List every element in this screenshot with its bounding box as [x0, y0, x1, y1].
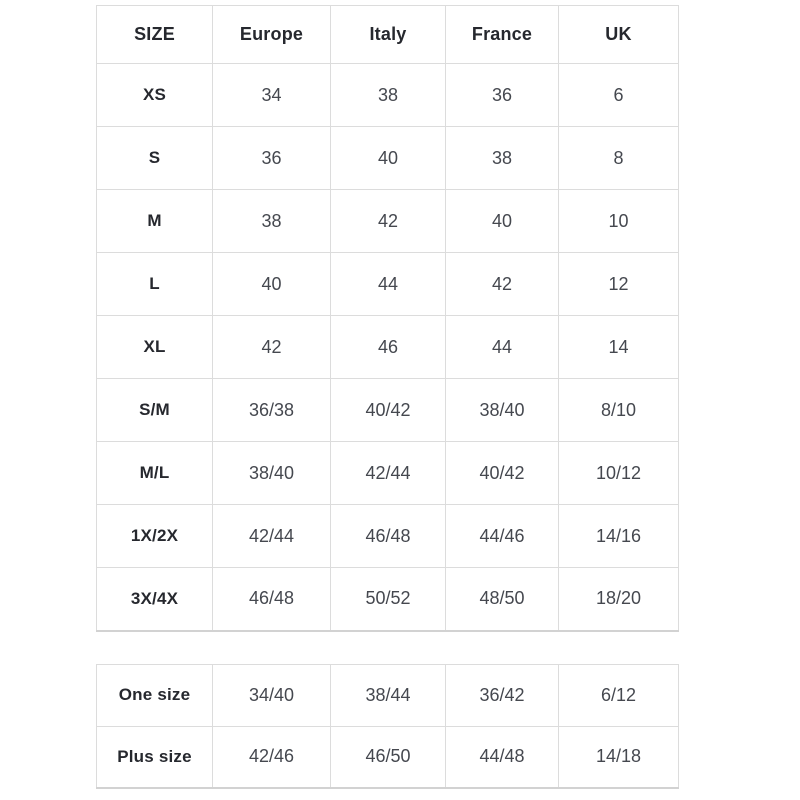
size-cell: 40 [446, 190, 559, 253]
row-label: XL [97, 316, 213, 379]
size-cell: 18/20 [559, 568, 679, 631]
size-cell: 36 [446, 64, 559, 127]
size-cell: 36 [213, 127, 331, 190]
size-cell: 36/42 [446, 664, 559, 726]
column-header-italy: Italy [331, 6, 446, 64]
column-header-europe: Europe [213, 6, 331, 64]
special-sizes-table [96, 664, 679, 790]
row-label: 3X/4X [97, 568, 213, 631]
table-header-row [97, 6, 679, 64]
table-row-plus-size [97, 726, 679, 788]
column-header-size: SIZE [97, 6, 213, 64]
table-row-xl [97, 316, 679, 379]
size-cell: 6 [559, 64, 679, 127]
size-cell: 14/16 [559, 505, 679, 568]
size-cell: 38/40 [213, 442, 331, 505]
size-cell: 38 [331, 64, 446, 127]
row-label: One size [97, 664, 213, 726]
size-cell: 40/42 [331, 379, 446, 442]
size-cell: 34/40 [213, 664, 331, 726]
size-cell: 40/42 [446, 442, 559, 505]
row-label: S [97, 127, 213, 190]
row-label: S/M [97, 379, 213, 442]
table-row-xs [97, 64, 679, 127]
size-cell: 50/52 [331, 568, 446, 631]
column-header-uk: UK [559, 6, 679, 64]
table-row-sm [97, 379, 679, 442]
size-cell: 48/50 [446, 568, 559, 631]
size-cell: 44/48 [446, 726, 559, 788]
size-cell: 42/46 [213, 726, 331, 788]
size-cell: 46/48 [213, 568, 331, 631]
size-cell: 46/50 [331, 726, 446, 788]
size-cell: 44 [446, 316, 559, 379]
size-cell: 8/10 [559, 379, 679, 442]
row-label: M/L [97, 442, 213, 505]
size-cell: 46/48 [331, 505, 446, 568]
table-row-one-size [97, 664, 679, 726]
size-cell: 42/44 [331, 442, 446, 505]
size-cell: 14 [559, 316, 679, 379]
size-cell: 34 [213, 64, 331, 127]
size-cell: 46 [331, 316, 446, 379]
table-row-ml [97, 442, 679, 505]
column-header-france: France [446, 6, 559, 64]
size-cell: 38/40 [446, 379, 559, 442]
size-cell: 40 [213, 253, 331, 316]
size-cell: 42 [446, 253, 559, 316]
size-cell: 12 [559, 253, 679, 316]
size-cell: 10/12 [559, 442, 679, 505]
table-row-m [97, 190, 679, 253]
size-cell: 42 [213, 316, 331, 379]
table-row-s [97, 127, 679, 190]
size-conversion-table [96, 5, 679, 632]
size-cell: 38 [213, 190, 331, 253]
size-cell: 14/18 [559, 726, 679, 788]
size-cell: 8 [559, 127, 679, 190]
size-cell: 36/38 [213, 379, 331, 442]
row-label: M [97, 190, 213, 253]
size-cell: 38 [446, 127, 559, 190]
size-cell: 44/46 [446, 505, 559, 568]
table-row-3x4x [97, 568, 679, 631]
size-cell: 44 [331, 253, 446, 316]
size-cell: 6/12 [559, 664, 679, 726]
size-cell: 10 [559, 190, 679, 253]
row-label: XS [97, 64, 213, 127]
size-cell: 42/44 [213, 505, 331, 568]
row-label: Plus size [97, 726, 213, 788]
size-cell: 40 [331, 127, 446, 190]
size-cell: 42 [331, 190, 446, 253]
row-label: L [97, 253, 213, 316]
row-label: 1X/2X [97, 505, 213, 568]
table-row-l [97, 253, 679, 316]
table-row-1x2x [97, 505, 679, 568]
size-cell: 38/44 [331, 664, 446, 726]
